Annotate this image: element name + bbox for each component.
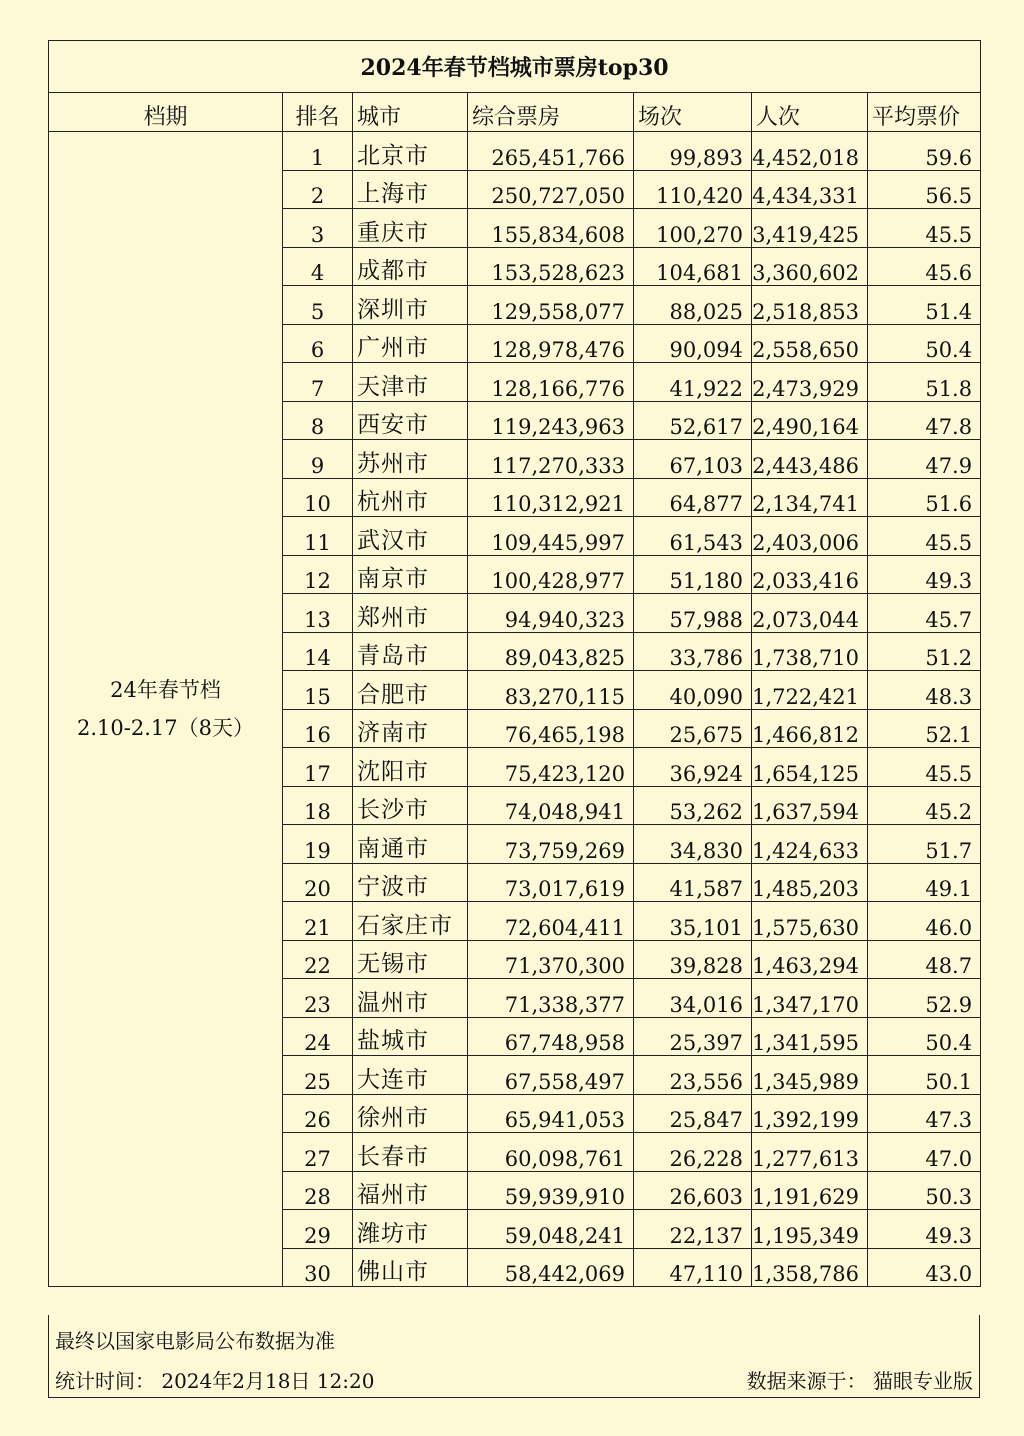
cell-admissions: 2,558,650 — [752, 324, 868, 363]
box-office-table — [48, 40, 981, 1287]
cell-admissions: 1,358,786 — [752, 1248, 868, 1287]
cell-city: 重庆市 — [353, 209, 468, 248]
cell-screenings: 90,094 — [634, 324, 752, 363]
cell-avg-price: 47.8 — [868, 401, 981, 440]
cell-city: 石家庄市 — [353, 902, 468, 941]
header-box-office: 综合票房 — [468, 93, 634, 132]
cell-avg-price: 50.4 — [868, 324, 981, 363]
cell-city: 上海市 — [353, 170, 468, 209]
cell-box-office: 110,312,921 — [468, 478, 634, 517]
cell-admissions: 3,419,425 — [752, 209, 868, 248]
cell-rank: 16 — [283, 709, 353, 748]
cell-box-office: 67,748,958 — [468, 1017, 634, 1056]
cell-avg-price: 45.2 — [868, 786, 981, 825]
cell-admissions: 1,392,199 — [752, 1094, 868, 1133]
cell-rank: 19 — [283, 825, 353, 864]
cell-box-office: 117,270,333 — [468, 440, 634, 479]
cell-box-office: 89,043,825 — [468, 632, 634, 671]
cell-screenings: 36,924 — [634, 748, 752, 787]
cell-rank: 7 — [283, 363, 353, 402]
cell-rank: 14 — [283, 632, 353, 671]
cell-box-office: 109,445,997 — [468, 517, 634, 556]
cell-box-office: 59,939,910 — [468, 1171, 634, 1210]
period-name: 24年春节档 — [110, 678, 221, 702]
cell-city: 杭州市 — [353, 478, 468, 517]
cell-screenings: 35,101 — [634, 902, 752, 941]
cell-rank: 12 — [283, 555, 353, 594]
cell-admissions: 2,473,929 — [752, 363, 868, 402]
cell-screenings: 110,420 — [634, 170, 752, 209]
cell-city: 西安市 — [353, 401, 468, 440]
cell-city: 深圳市 — [353, 286, 468, 325]
cell-rank: 18 — [283, 786, 353, 825]
cell-box-office: 128,166,776 — [468, 363, 634, 402]
cell-rank: 10 — [283, 478, 353, 517]
cell-city: 宁波市 — [353, 863, 468, 902]
cell-box-office: 58,442,069 — [468, 1248, 634, 1287]
footer-note: 最终以国家电影局公布数据为准 — [55, 1329, 335, 1353]
cell-rank: 3 — [283, 209, 353, 248]
cell-screenings: 33,786 — [634, 632, 752, 671]
cell-rank: 9 — [283, 440, 353, 479]
cell-rank: 17 — [283, 748, 353, 787]
cell-rank: 21 — [283, 902, 353, 941]
cell-box-office: 265,451,766 — [468, 132, 634, 171]
cell-box-office: 153,528,623 — [468, 247, 634, 286]
period-cell — [49, 132, 283, 1287]
cell-box-office: 67,558,497 — [468, 1056, 634, 1095]
cell-city: 南京市 — [353, 555, 468, 594]
cell-box-office: 72,604,411 — [468, 902, 634, 941]
cell-screenings: 40,090 — [634, 671, 752, 710]
cell-admissions: 1,485,203 — [752, 863, 868, 902]
box-office-document — [48, 40, 980, 1398]
cell-admissions: 1,575,630 — [752, 902, 868, 941]
cell-rank: 26 — [283, 1094, 353, 1133]
cell-city: 沈阳市 — [353, 748, 468, 787]
cell-avg-price: 56.5 — [868, 170, 981, 209]
cell-avg-price: 59.6 — [868, 132, 981, 171]
cell-admissions: 3,360,602 — [752, 247, 868, 286]
cell-box-office: 76,465,198 — [468, 709, 634, 748]
header-row — [49, 93, 981, 132]
cell-avg-price: 45.6 — [868, 247, 981, 286]
cell-city: 徐州市 — [353, 1094, 468, 1133]
cell-avg-price: 49.3 — [868, 555, 981, 594]
cell-rank: 30 — [283, 1248, 353, 1287]
cell-screenings: 57,988 — [634, 594, 752, 633]
cell-city: 盐城市 — [353, 1017, 468, 1056]
cell-city: 成都市 — [353, 247, 468, 286]
cell-screenings: 104,681 — [634, 247, 752, 286]
cell-avg-price: 46.0 — [868, 902, 981, 941]
cell-box-office: 73,017,619 — [468, 863, 634, 902]
cell-rank: 27 — [283, 1133, 353, 1172]
cell-avg-price: 43.0 — [868, 1248, 981, 1287]
cell-avg-price: 51.7 — [868, 825, 981, 864]
cell-avg-price: 51.4 — [868, 286, 981, 325]
cell-admissions: 2,403,006 — [752, 517, 868, 556]
cell-admissions: 2,134,741 — [752, 478, 868, 517]
cell-rank: 22 — [283, 940, 353, 979]
cell-screenings: 25,847 — [634, 1094, 752, 1133]
cell-screenings: 88,025 — [634, 286, 752, 325]
cell-screenings: 26,603 — [634, 1171, 752, 1210]
cell-box-office: 75,423,120 — [468, 748, 634, 787]
cell-admissions: 1,347,170 — [752, 979, 868, 1018]
cell-avg-price: 45.7 — [868, 594, 981, 633]
cell-city: 武汉市 — [353, 517, 468, 556]
cell-rank: 25 — [283, 1056, 353, 1095]
cell-screenings: 23,556 — [634, 1056, 752, 1095]
cell-admissions: 1,637,594 — [752, 786, 868, 825]
cell-rank: 29 — [283, 1210, 353, 1249]
cell-avg-price: 47.3 — [868, 1094, 981, 1133]
cell-city: 潍坊市 — [353, 1210, 468, 1249]
cell-avg-price: 48.3 — [868, 671, 981, 710]
cell-admissions: 2,518,853 — [752, 286, 868, 325]
cell-city: 天津市 — [353, 363, 468, 402]
cell-city: 长春市 — [353, 1133, 468, 1172]
cell-avg-price: 49.1 — [868, 863, 981, 902]
cell-city: 青岛市 — [353, 632, 468, 671]
cell-box-office: 83,270,115 — [468, 671, 634, 710]
cell-admissions: 1,195,349 — [752, 1210, 868, 1249]
cell-screenings: 41,587 — [634, 863, 752, 902]
cell-screenings: 25,397 — [634, 1017, 752, 1056]
cell-box-office: 73,759,269 — [468, 825, 634, 864]
cell-box-office: 59,048,241 — [468, 1210, 634, 1249]
cell-avg-price: 45.5 — [868, 517, 981, 556]
cell-box-office: 129,558,077 — [468, 286, 634, 325]
cell-city: 大连市 — [353, 1056, 468, 1095]
cell-box-office: 119,243,963 — [468, 401, 634, 440]
cell-screenings: 51,180 — [634, 555, 752, 594]
cell-screenings: 99,893 — [634, 132, 752, 171]
cell-city: 温州市 — [353, 979, 468, 1018]
cell-box-office: 100,428,977 — [468, 555, 634, 594]
cell-screenings: 22,137 — [634, 1210, 752, 1249]
cell-box-office: 250,727,050 — [468, 170, 634, 209]
cell-city: 济南市 — [353, 709, 468, 748]
cell-admissions: 1,463,294 — [752, 940, 868, 979]
header-admissions: 人次 — [752, 93, 868, 132]
cell-rank: 24 — [283, 1017, 353, 1056]
cell-avg-price: 50.4 — [868, 1017, 981, 1056]
cell-admissions: 2,490,164 — [752, 401, 868, 440]
cell-city: 合肥市 — [353, 671, 468, 710]
cell-box-office: 65,941,053 — [468, 1094, 634, 1133]
cell-screenings: 67,103 — [634, 440, 752, 479]
cell-rank: 2 — [283, 170, 353, 209]
cell-rank: 1 — [283, 132, 353, 171]
cell-screenings: 25,675 — [634, 709, 752, 748]
cell-avg-price: 47.9 — [868, 440, 981, 479]
cell-rank: 6 — [283, 324, 353, 363]
footer-source: 数据来源于： 猫眼专业版 — [746, 1369, 973, 1393]
table-row — [49, 132, 981, 171]
cell-avg-price: 47.0 — [868, 1133, 981, 1172]
cell-rank: 11 — [283, 517, 353, 556]
header-avg-price: 平均票价 — [868, 93, 981, 132]
cell-screenings: 39,828 — [634, 940, 752, 979]
cell-box-office: 71,338,377 — [468, 979, 634, 1018]
cell-avg-price: 51.2 — [868, 632, 981, 671]
cell-rank: 4 — [283, 247, 353, 286]
cell-screenings: 41,922 — [634, 363, 752, 402]
cell-city: 长沙市 — [353, 786, 468, 825]
cell-avg-price: 51.8 — [868, 363, 981, 402]
cell-admissions: 4,452,018 — [752, 132, 868, 171]
cell-admissions: 1,191,629 — [752, 1171, 868, 1210]
footer — [48, 1315, 980, 1398]
cell-rank: 13 — [283, 594, 353, 633]
cell-admissions: 2,443,486 — [752, 440, 868, 479]
cell-admissions: 1,722,421 — [752, 671, 868, 710]
header-period: 档期 — [49, 93, 283, 132]
cell-screenings: 34,016 — [634, 979, 752, 1018]
cell-avg-price: 51.6 — [868, 478, 981, 517]
cell-box-office: 155,834,608 — [468, 209, 634, 248]
cell-avg-price: 50.3 — [868, 1171, 981, 1210]
cell-screenings: 26,228 — [634, 1133, 752, 1172]
cell-admissions: 1,654,125 — [752, 748, 868, 787]
cell-city: 福州市 — [353, 1171, 468, 1210]
cell-rank: 8 — [283, 401, 353, 440]
cell-city: 苏州市 — [353, 440, 468, 479]
cell-screenings: 100,270 — [634, 209, 752, 248]
cell-screenings: 47,110 — [634, 1248, 752, 1287]
cell-city: 南通市 — [353, 825, 468, 864]
cell-city: 北京市 — [353, 132, 468, 171]
cell-screenings: 34,830 — [634, 825, 752, 864]
cell-screenings: 52,617 — [634, 401, 752, 440]
cell-box-office: 71,370,300 — [468, 940, 634, 979]
cell-rank: 5 — [283, 286, 353, 325]
cell-city: 郑州市 — [353, 594, 468, 633]
cell-avg-price: 45.5 — [868, 209, 981, 248]
cell-admissions: 1,424,633 — [752, 825, 868, 864]
cell-box-office: 128,978,476 — [468, 324, 634, 363]
cell-screenings: 53,262 — [634, 786, 752, 825]
cell-box-office: 94,940,323 — [468, 594, 634, 633]
cell-box-office: 60,098,761 — [468, 1133, 634, 1172]
footer-stat-time: 统计时间： 2024年2月18日 12:20 — [55, 1369, 375, 1393]
cell-admissions: 2,073,044 — [752, 594, 868, 633]
period-dates: 2.10-2.17（8天） — [77, 716, 254, 740]
cell-rank: 15 — [283, 671, 353, 710]
cell-admissions: 1,738,710 — [752, 632, 868, 671]
cell-city: 广州市 — [353, 324, 468, 363]
cell-admissions: 1,345,989 — [752, 1056, 868, 1095]
cell-avg-price: 52.9 — [868, 979, 981, 1018]
cell-city: 佛山市 — [353, 1248, 468, 1287]
cell-avg-price: 52.1 — [868, 709, 981, 748]
cell-screenings: 64,877 — [634, 478, 752, 517]
table-title: 2024年春节档城市票房top30 — [49, 41, 981, 93]
cell-admissions: 4,434,331 — [752, 170, 868, 209]
header-screenings: 场次 — [634, 93, 752, 132]
cell-admissions: 2,033,416 — [752, 555, 868, 594]
cell-box-office: 74,048,941 — [468, 786, 634, 825]
cell-admissions: 1,277,613 — [752, 1133, 868, 1172]
cell-city: 无锡市 — [353, 940, 468, 979]
cell-admissions: 1,341,595 — [752, 1017, 868, 1056]
cell-screenings: 61,543 — [634, 517, 752, 556]
cell-avg-price: 48.7 — [868, 940, 981, 979]
cell-rank: 28 — [283, 1171, 353, 1210]
cell-avg-price: 49.3 — [868, 1210, 981, 1249]
header-rank: 排名 — [283, 93, 353, 132]
cell-rank: 20 — [283, 863, 353, 902]
cell-rank: 23 — [283, 979, 353, 1018]
header-city: 城市 — [353, 93, 468, 132]
cell-avg-price: 50.1 — [868, 1056, 981, 1095]
title-row — [49, 41, 981, 93]
cell-admissions: 1,466,812 — [752, 709, 868, 748]
cell-avg-price: 45.5 — [868, 748, 981, 787]
